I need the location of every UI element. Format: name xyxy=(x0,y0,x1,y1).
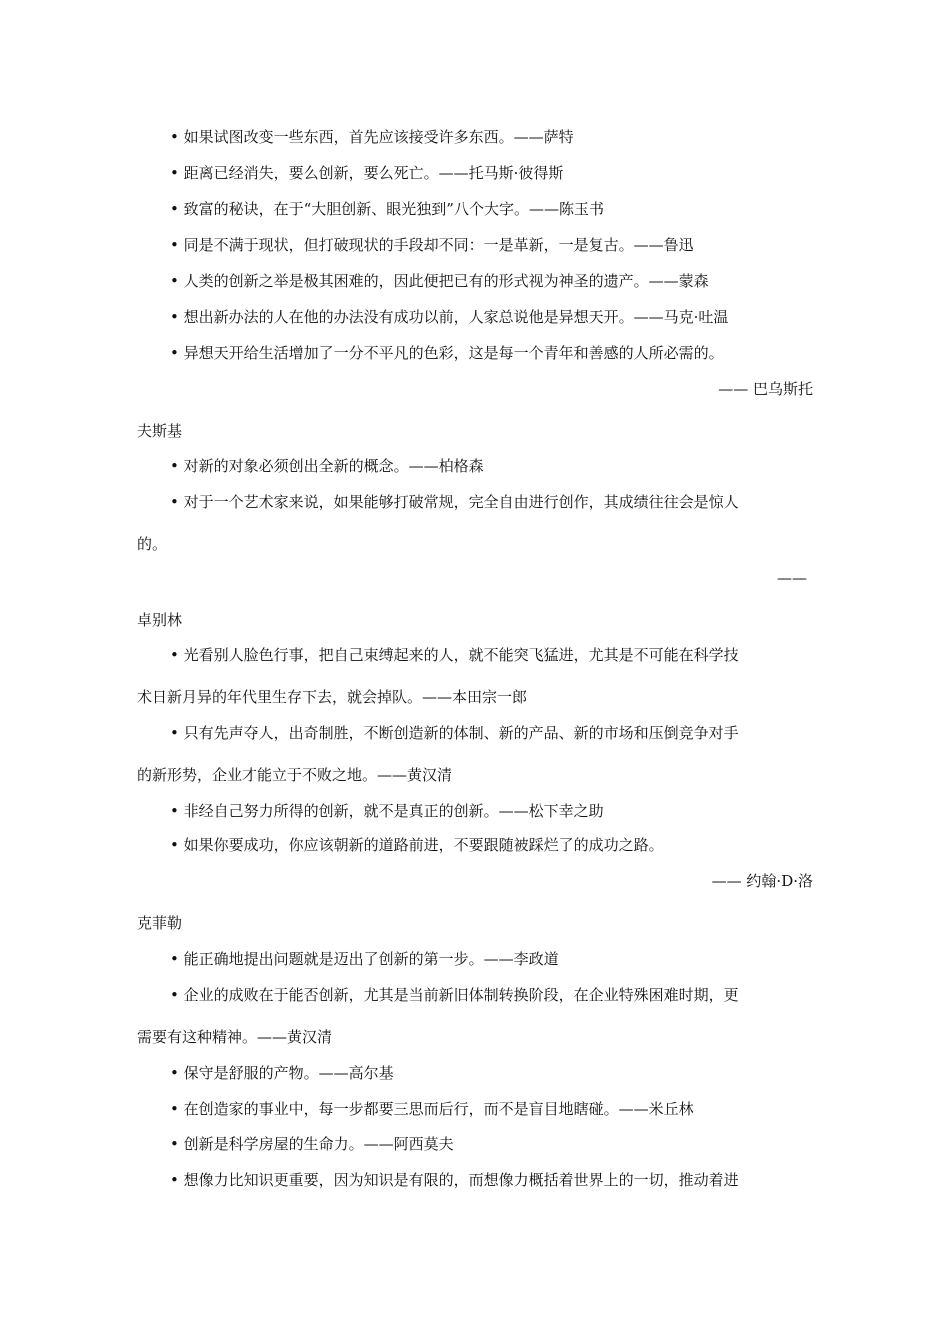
quote-line: • 致富的秘诀，在于“大胆创新、眼光独到”八个大字。——陈玉书 xyxy=(170,200,604,218)
quote-line: • 创新是科学房屋的生命力。——阿西莫夫 xyxy=(170,1135,454,1153)
quote-line: • 保守是舒服的产物。——高尔基 xyxy=(170,1064,394,1082)
quote-line: • 光看别人脸色行事，把自己束缚起来的人，就不能突飞猛进，尤其是不可能在科学技 xyxy=(170,646,739,664)
quote-line: • 能正确地提出问题就是迈出了创新的第一步。——李政道 xyxy=(170,950,559,968)
quote-attribution-continued: 克菲勒 xyxy=(137,914,183,932)
quote-attribution: —— xyxy=(777,569,807,587)
quote-line: • 对于一个艺术家来说，如果能够打破常规，完全自由进行创作，其成绩往往会是惊人 xyxy=(170,493,739,511)
quote-line: • 异想天开给生活增加了一分不平凡的色彩，这是每一个青年和善感的人所必需的。 xyxy=(170,344,724,362)
quote-line: • 企业的成败在于能否创新，尤其是当前新旧体制转换阶段，在企业特殊困难时期，更 xyxy=(170,986,739,1004)
quote-line: • 想像力比知识更重要，因为知识是有限的，而想像力概括着世界上的一切，推动着进 xyxy=(170,1171,739,1189)
quote-line-continued: 的新形势，企业才能立于不败之地。——黄汉清 xyxy=(137,766,453,784)
quote-line: • 非经自己努力所得的创新，就不是真正的创新。——松下幸之助 xyxy=(170,802,604,820)
quote-line-continued: 术日新月异的年代里生存下去，就会掉队。——本田宗一郎 xyxy=(137,688,528,706)
quote-attribution: —— 巴乌斯托 xyxy=(718,380,813,398)
quote-attribution: —— 约翰·D·洛 xyxy=(711,872,813,890)
quote-line-continued: 的。 xyxy=(137,535,168,553)
quote-line: • 距离已经消失，要么创新，要么死亡。——托马斯·彼得斯 xyxy=(170,164,564,182)
quote-line: • 只有先声夺人，出奇制胜，不断创造新的体制、新的产品、新的市场和压倒竞争对手 xyxy=(170,724,739,742)
quote-line: • 同是不满于现状，但打破现状的手段却不同：一是革新，一是复古。——鲁迅 xyxy=(170,236,694,254)
quote-line: • 对新的对象必须创出全新的概念。——柏格森 xyxy=(170,457,484,475)
quote-line: • 如果试图改变一些东西，首先应该接受许多东西。——萨特 xyxy=(170,128,574,146)
quote-line: • 在创造家的事业中，每一步都要三思而后行，而不是盲目地瞎碰。——米丘林 xyxy=(170,1100,694,1118)
quote-line: • 想出新办法的人在他的办法没有成功以前，人家总说他是异想天开。——马克·吐温 xyxy=(170,308,729,326)
quote-line-continued: 需要有这种精神。——黄汉清 xyxy=(137,1028,333,1046)
quote-attribution-continued: 卓别林 xyxy=(137,611,183,629)
quote-attribution-continued: 夫斯基 xyxy=(137,422,183,440)
quote-line: • 如果你要成功，你应该朝新的道路前进，不要跟随被踩烂了的成功之路。 xyxy=(170,836,664,854)
quote-line: • 人类的创新之举是极其困难的，因此便把已有的形式视为神圣的遗产。——蒙森 xyxy=(170,272,709,290)
